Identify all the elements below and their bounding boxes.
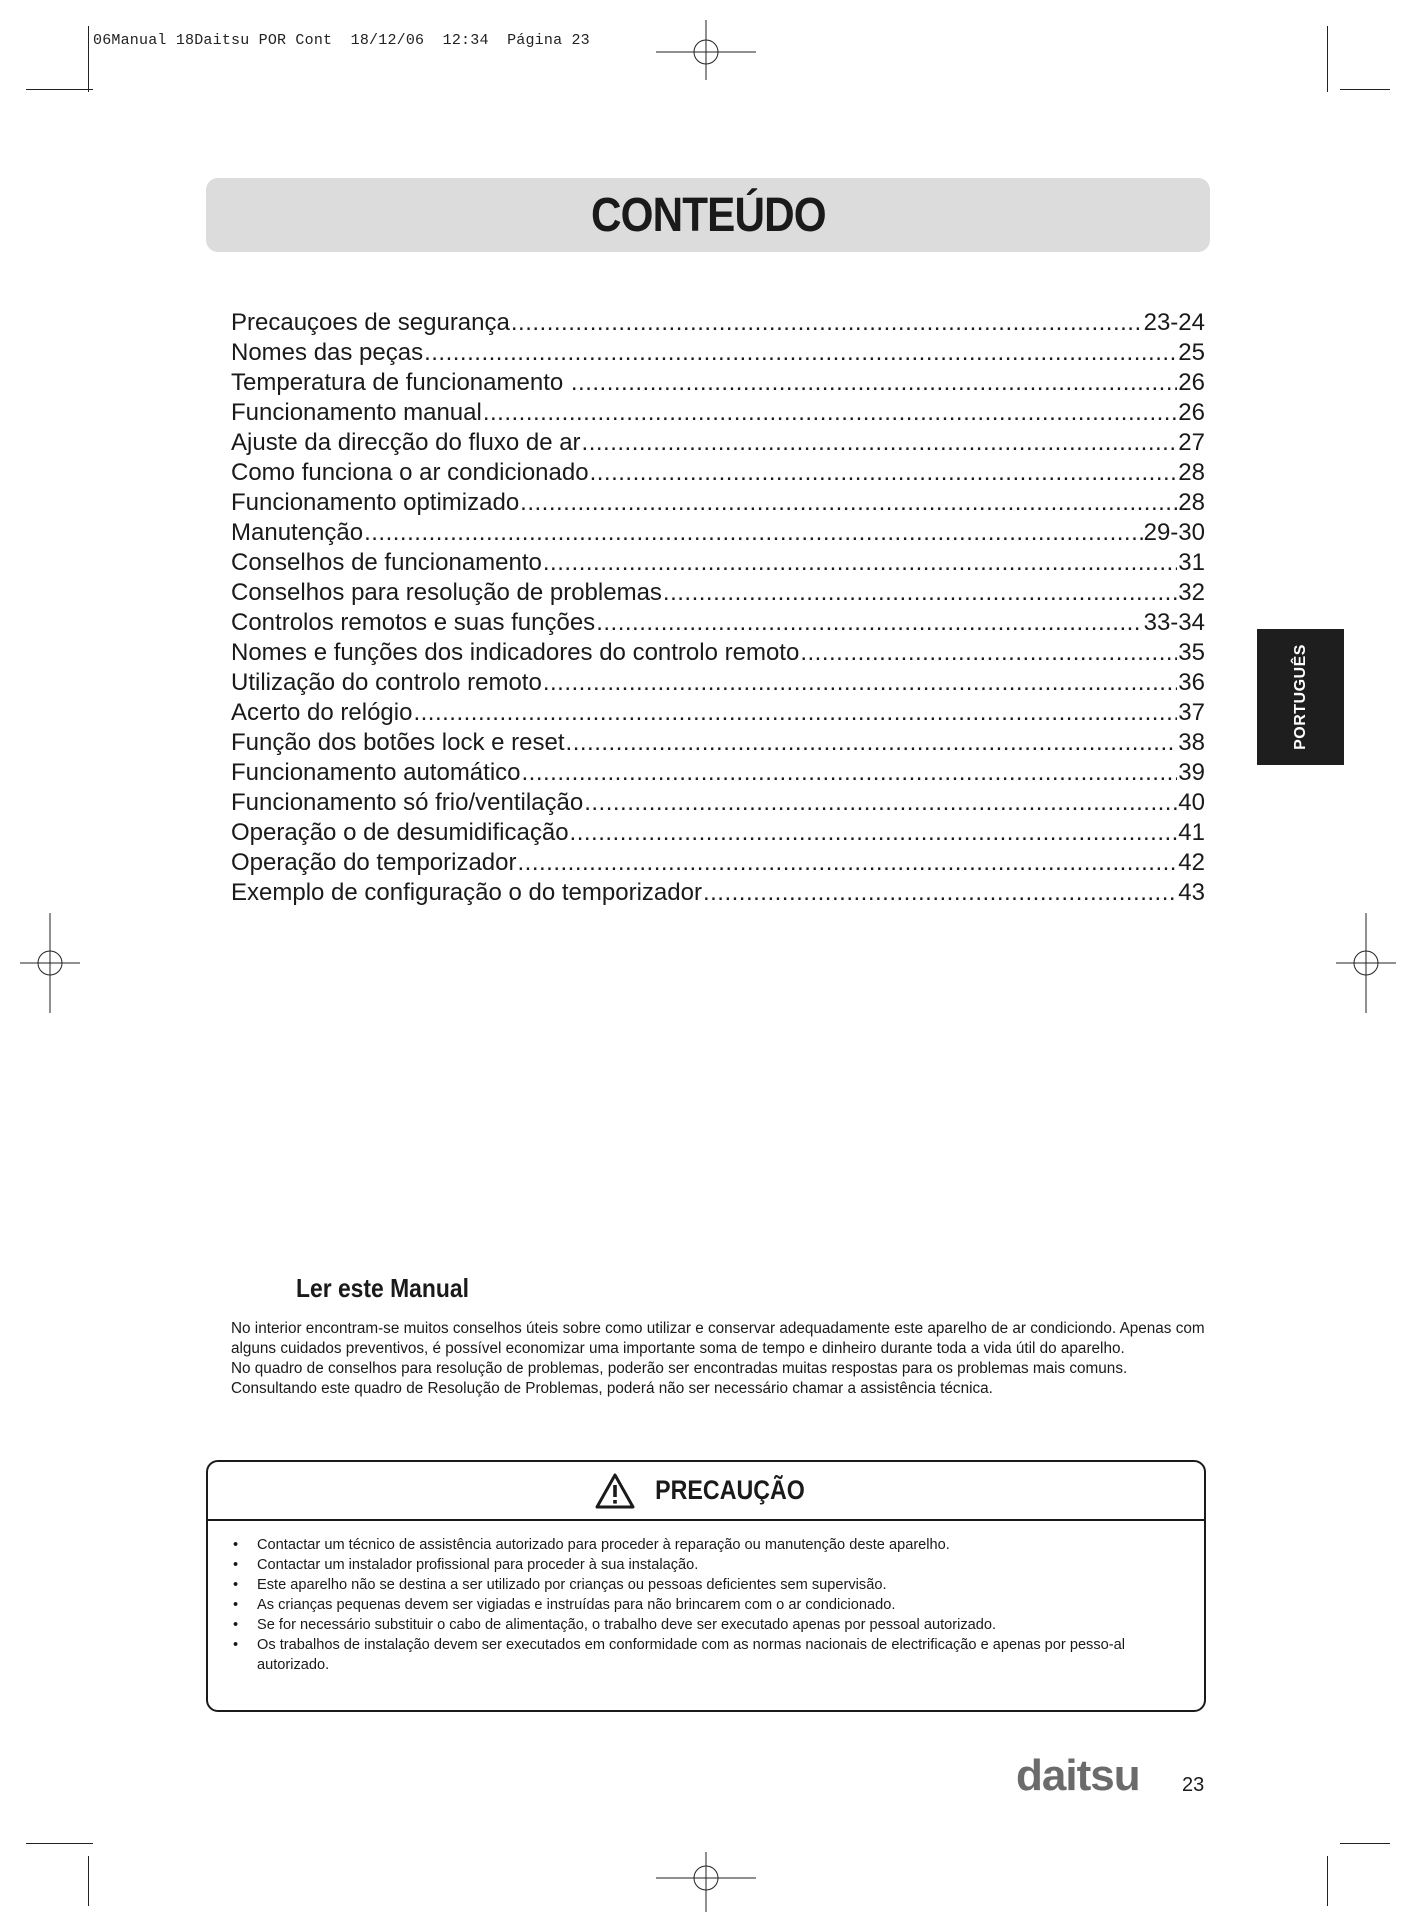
toc-entry[interactable] (231, 818, 1205, 848)
toc-entry[interactable] (231, 368, 1205, 398)
toc-page: 43 (1178, 879, 1205, 906)
toc-page: 36 (1178, 669, 1205, 696)
toc-leader (511, 308, 1143, 338)
toc-title: Nomes e funções dos indicadores do controlo remoto (231, 639, 800, 666)
toc-title: Acerto do relógio (231, 699, 413, 726)
toc-leader (520, 488, 1177, 518)
crop-mark (26, 89, 93, 90)
toc-leader (413, 698, 1177, 728)
registration-mark-icon (656, 1852, 756, 1912)
manual-text (231, 1319, 1211, 1399)
toc-title: Temperatura de funcionamento (231, 369, 570, 396)
toc-leader (518, 848, 1178, 878)
toc-leader (582, 428, 1178, 458)
toc-leader (596, 608, 1142, 638)
caution-item: • Contactar um instalador profissional para proceder à sua instalação. (233, 1555, 1184, 1575)
manual-paragraph: No interior encontram-se muitos conselhos úteis sobre como utilizar e conservar adequadamente este aparelho de ar condiciondo. Apenas com alguns cuidados preventivos, é possível economizar uma importante soma de tempo e dinheiro durante toda a vida útil do aparelho. (231, 1320, 1205, 1357)
manual-paragraph: No quadro de conselhos para resolução de problemas, poderão ser encontradas muitas respostas para os problemas mais comuns. Consultando este quadro de Resolução de Problemas, poderá não ser necessário chamar a assistência técnica. (231, 1360, 1128, 1397)
toc-page: 32 (1178, 579, 1205, 606)
toc-page: 23-24 (1143, 309, 1205, 336)
toc-leader (522, 758, 1178, 788)
toc-entry[interactable] (231, 788, 1205, 818)
toc-title: Como funciona o ar condicionado (231, 459, 589, 486)
toc-title: Controlos remotos e suas funções (231, 609, 596, 636)
toc-title: Precauçoes de segurança (231, 309, 510, 336)
toc-page: 42 (1178, 849, 1205, 876)
toc-page: 28 (1178, 489, 1205, 516)
print-slug: 06Manual 18Daitsu POR Cont 18/12/06 12:34 Página 23 (93, 32, 590, 49)
caution-title: PRECAUÇÃO (655, 1475, 805, 1505)
crop-mark (1340, 89, 1390, 90)
toc-entry[interactable] (231, 548, 1205, 578)
toc-entry[interactable] (231, 848, 1205, 878)
toc-page: 33-34 (1143, 609, 1205, 636)
toc-entry[interactable] (231, 638, 1205, 668)
toc-leader (584, 788, 1177, 818)
toc-leader (483, 398, 1177, 428)
toc-leader (364, 518, 1143, 548)
warning-triangle-icon (595, 1473, 635, 1509)
toc-entry[interactable] (231, 578, 1205, 608)
registration-mark-icon (20, 913, 80, 1013)
caution-item: • Contactar um técnico de assistência autorizado para proceder à reparação ou manutenção deste aparelho. (233, 1535, 1184, 1555)
toc-leader (543, 668, 1177, 698)
toc-title: Conselhos de funcionamento (231, 549, 542, 576)
toc-leader (571, 368, 1177, 398)
toc-leader (663, 578, 1177, 608)
toc-page: 41 (1178, 819, 1205, 846)
toc-entry[interactable] (231, 398, 1205, 428)
toc-entry[interactable] (231, 338, 1205, 368)
toc-page: 38 (1178, 729, 1205, 756)
toc-title: Função dos botões lock e reset (231, 729, 565, 756)
toc-page: 40 (1178, 789, 1205, 816)
toc-leader (590, 458, 1178, 488)
toc-title: Nomes das peças (231, 339, 424, 366)
toc-entry[interactable] (231, 428, 1205, 458)
crop-mark (26, 1843, 93, 1844)
toc-entry[interactable] (231, 668, 1205, 698)
caution-list (208, 1521, 1204, 1675)
caution-item: • Se for necessário substituir o cabo de alimentação, o trabalho deve ser executado apenas por pessoal autorizado. (233, 1615, 1184, 1635)
toc-entry[interactable] (231, 698, 1205, 728)
caution-box (206, 1460, 1206, 1712)
title-bar (206, 178, 1210, 252)
toc-title: Operação o de desumidificação (231, 819, 569, 846)
crop-mark (88, 26, 89, 92)
language-tab (1257, 629, 1344, 765)
toc-title: Utilização do controlo remoto (231, 669, 542, 696)
toc-page: 39 (1178, 759, 1205, 786)
toc-leader (566, 728, 1178, 758)
toc-page: 26 (1178, 399, 1205, 426)
toc-page: 29-30 (1143, 519, 1205, 546)
toc-leader (800, 638, 1177, 668)
toc-title: Funcionamento manual (231, 399, 482, 426)
caution-item: • Os trabalhos de instalação devem ser executados em conformidade com as normas nacionais de electrificação e apenas por pesso-al autorizado. (233, 1635, 1184, 1675)
toc-title: Ajuste da direcção do fluxo de ar (231, 429, 581, 456)
brand-text: daitsu (1016, 1756, 1140, 1798)
caution-item: • Este aparelho não se destina a ser utilizado por crianças ou pessoas deficientes sem supervisão. (233, 1575, 1184, 1595)
toc-entry[interactable] (231, 728, 1205, 758)
toc-title: Funcionamento optimizado (231, 489, 520, 516)
toc-entry[interactable] (231, 518, 1205, 548)
crop-mark (1327, 1856, 1328, 1906)
toc-title: Conselhos para resolução de problemas (231, 579, 662, 606)
toc-entry[interactable] (231, 488, 1205, 518)
page-number: 23 (1182, 1774, 1205, 1796)
toc-entry[interactable] (231, 758, 1205, 788)
crop-mark (1327, 26, 1328, 92)
toc-entry[interactable] (231, 608, 1205, 638)
caution-header (208, 1462, 1204, 1521)
manual-heading: Ler este Manual (296, 1273, 469, 1303)
toc-title: Funcionamento automático (231, 759, 521, 786)
caution-item: • As crianças pequenas devem ser vigiadas e instruídas para não brincarem com o ar condicionado. (233, 1595, 1184, 1615)
toc-page: 26 (1178, 369, 1205, 396)
toc-page: 31 (1178, 549, 1205, 576)
registration-mark-icon (656, 20, 756, 80)
toc-page: 28 (1178, 459, 1205, 486)
crop-mark (1340, 1843, 1390, 1844)
toc-leader (703, 878, 1177, 908)
toc-page: 27 (1178, 429, 1205, 456)
toc-title: Exemplo de configuração o do temporizador (231, 879, 702, 906)
toc-page: 25 (1178, 339, 1205, 366)
toc-title: Manutenção (231, 519, 364, 546)
toc-leader (543, 548, 1177, 578)
toc-page: 35 (1178, 639, 1205, 666)
toc-page: 37 (1178, 699, 1205, 726)
toc-entry[interactable] (231, 878, 1205, 908)
toc-leader (424, 338, 1177, 368)
page-title: CONTEÚDO (590, 188, 826, 242)
crop-mark (88, 1856, 89, 1906)
toc-entry[interactable] (231, 458, 1205, 488)
toc-title: Operação do temporizador (231, 849, 517, 876)
table-of-contents (231, 308, 1205, 908)
toc-leader (570, 818, 1178, 848)
toc-entry[interactable] (231, 308, 1205, 338)
daitsu-logo (1016, 1756, 1166, 1798)
language-tab-label: PORTUGUÊS (1291, 644, 1309, 750)
registration-mark-icon (1336, 913, 1396, 1013)
toc-title: Funcionamento só frio/ventilação (231, 789, 584, 816)
